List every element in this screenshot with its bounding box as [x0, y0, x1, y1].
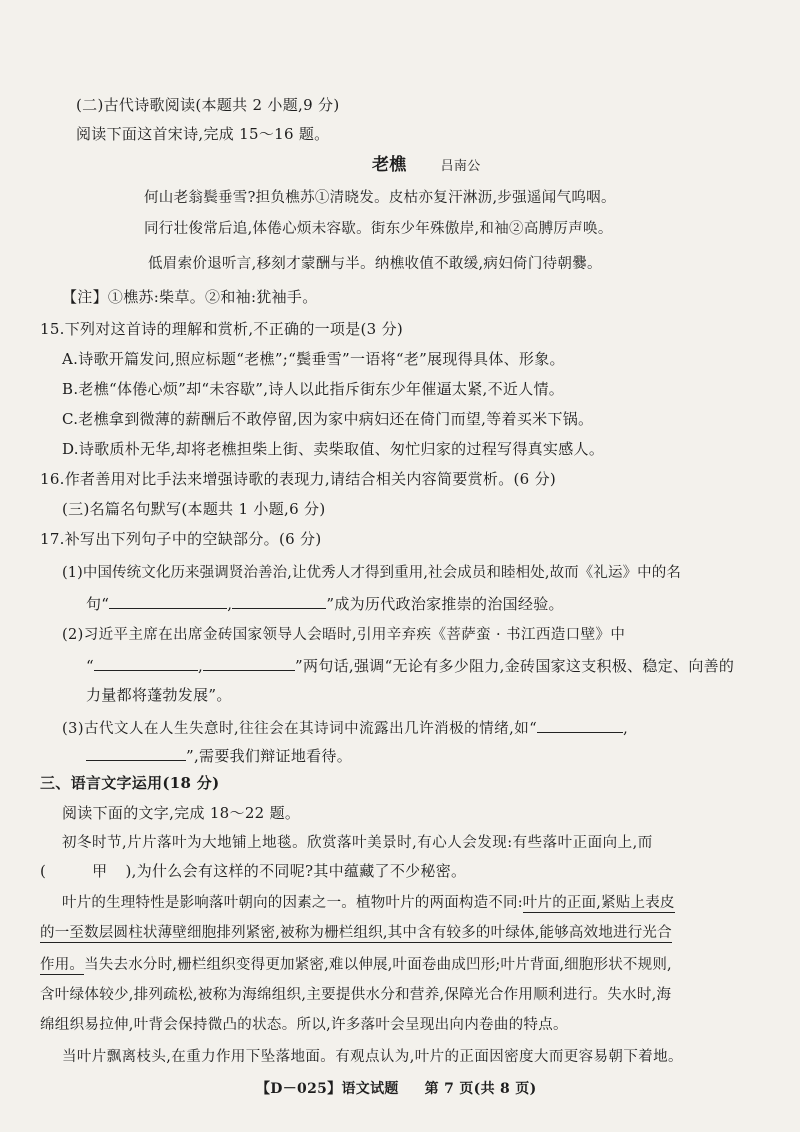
- question-17-part-2-line-1: (2)习近平主席在出席金砖国家领导人会晤时,引用辛弃疾《菩萨蛮 · 书江西造口壁》中: [62, 627, 626, 643]
- section-heading-dictation: (三)名篇名句默写(本题共 1 小题,6 分): [62, 500, 326, 518]
- poem-title-row: [372, 154, 481, 178]
- question-17-part-1-tail: ”成为历代政治家推崇的治国经验。: [326, 595, 564, 613]
- question-15-stem: 15.下列对这首诗的理解和赏析,不正确的一项是(3 分): [40, 320, 404, 338]
- question-15-option-b: B.老樵“体倦心烦”却“未容歇”,诗人以此指斥街东少年催逼太紧,不近人情。: [62, 380, 565, 398]
- underlined-text: 作用。: [40, 957, 85, 973]
- answer-blank-6[interactable]: [86, 744, 186, 761]
- comma: ,: [197, 657, 204, 675]
- poem-line-1: 何山老翁鬓垂雪?担负樵苏①清晓发。皮枯亦复汗淋沥,步强遥闻气呜咽。: [144, 190, 616, 206]
- question-17-part-2-line-2: [86, 654, 734, 677]
- passage-paragraph-2-line-3: [40, 954, 672, 976]
- passage-paragraph-3: 当叶片飘离枝头,在重力作用下坠落地面。有观点认为,叶片的正面因密度大而更容易朝下着地。: [62, 1049, 683, 1065]
- poem-title: 老樵: [372, 155, 407, 175]
- question-17-part-2-tail: ”两句话,强调“无论有多少阻力,金砖国家这支积极、稳定、向善的: [295, 657, 735, 675]
- blank-marker-jia: 甲: [92, 862, 108, 880]
- passage-text: 叶片的生理特性是影响落叶朝向的因素之一。植物叶片的两面构造不同:: [62, 895, 523, 911]
- poem-line-2: 同行壮俊常后追,体倦心烦未容歇。街东少年殊傲岸,和袖②高膊厉声唤。: [144, 221, 613, 237]
- passage-text: 当失去水分时,栅栏组织变得更加紧密,难以伸展,叶面卷曲成凹形;叶片背面,细胞形状不规则,: [84, 957, 672, 973]
- passage-paragraph-1-tail: ),为什么会有这样的不同呢?其中蕴藏了不少秘密。: [125, 862, 467, 880]
- passage-paragraph-2-line-2: [40, 922, 672, 944]
- question-15-option-a: A.诗歌开篇发问,照应标题“老樵”;“鬓垂雪”一语将“老”展现得具体、形象。: [62, 350, 565, 368]
- question-17-part-3-line-1: [62, 716, 628, 740]
- question-17-part-1-line-1: (1)中国传统文化历来强调贤治善治,让优秀人才得到重用,社会成员和睦相处,故而《礼运》中的名: [62, 565, 681, 581]
- comma: ,: [227, 595, 233, 613]
- question-17-part-1-line-2: [86, 592, 564, 615]
- passage-paragraph-2-line-5: 绵组织易拉伸,叶背会保持微凸的状态。所以,许多落叶会呈现出向内卷曲的特点。: [40, 1017, 568, 1033]
- poem-line-3: 低眉索价退听言,移刻才蒙酬与半。纳樵收值不敢缓,病妇倚门待朝爨。: [148, 256, 602, 272]
- page-number: 第 7 页(共 8 页): [424, 1081, 537, 1097]
- passage-paragraph-1-line-2: [40, 860, 466, 882]
- answer-blank-1[interactable]: [109, 592, 227, 609]
- answer-blank-4[interactable]: [203, 654, 295, 671]
- question-15-option-d: D.诗歌质朴无华,却将老樵担柴上街、卖柴取值、匆忙归家的过程写得真实感人。: [62, 440, 605, 458]
- section-heading-poetry: (二)古代诗歌阅读(本题共 2 小题,9 分): [76, 96, 340, 114]
- underlined-text: 的一至数层圆柱状薄壁细胞排列紧密,被称为栅栏组织,其中含有较多的叶绿体,能够高效地进行光合: [40, 925, 672, 941]
- underlined-text: 叶片的正面,紧贴上表皮: [522, 895, 675, 911]
- answer-blank-3[interactable]: [94, 654, 198, 671]
- question-17-part-3-head: (3)古代文人在人生失意时,往往会在其诗词中流露出几许消极的情绪,如“: [62, 721, 538, 737]
- poem-author: 吕南公: [440, 159, 481, 174]
- question-17-part-2-line-3: 力量都将蓬勃发展”。: [86, 686, 232, 704]
- question-17-stem: 17.补写出下列句子中的空缺部分。(6 分): [40, 530, 322, 548]
- quote-open: 句“: [86, 595, 110, 613]
- question-16-stem: 16.作者善用对比手法来增强诗歌的表现力,请结合相关内容简要赏析。(6 分): [40, 470, 557, 488]
- passage-paragraph-1-line-1: 初冬时节,片片落叶为大地铺上地毯。欣赏落叶美景时,有心人会发现:有些落叶正面向上,而: [62, 835, 653, 851]
- quote-open: “: [86, 657, 94, 675]
- poem-note: 【注】①樵苏:柴草。②和袖:犹袖手。: [62, 288, 318, 306]
- question-17-part-3-line-2: [86, 744, 352, 767]
- poetry-instruction: 阅读下面这首宋诗,完成 15～16 题。: [76, 125, 330, 143]
- passage-paragraph-2-line-4: 含叶绿体较少,排列疏松,被称为海绵组织,主要提供水分和营养,保障光合作用顺利进行。失水时,海: [40, 987, 672, 1003]
- paren-open: (: [40, 862, 47, 880]
- answer-blank-2[interactable]: [232, 592, 326, 609]
- part-3-heading: 三、语言文字运用(18 分): [40, 774, 220, 792]
- page-footer: [256, 1078, 537, 1100]
- question-17-part-3-tail: ”,需要我们辩证地看待。: [186, 747, 353, 765]
- answer-blank-5[interactable]: [537, 716, 623, 733]
- part-3-instruction: 阅读下面的文字,完成 18～22 题。: [62, 804, 301, 822]
- passage-paragraph-2-line-1: [62, 892, 675, 914]
- comma: ,: [623, 721, 629, 737]
- paper-code: 【D－025】语文试题: [256, 1081, 399, 1097]
- question-15-option-c: C.老樵拿到微薄的薪酬后不敢停留,因为家中病妇还在倚门而望,等着买米下锅。: [62, 410, 594, 428]
